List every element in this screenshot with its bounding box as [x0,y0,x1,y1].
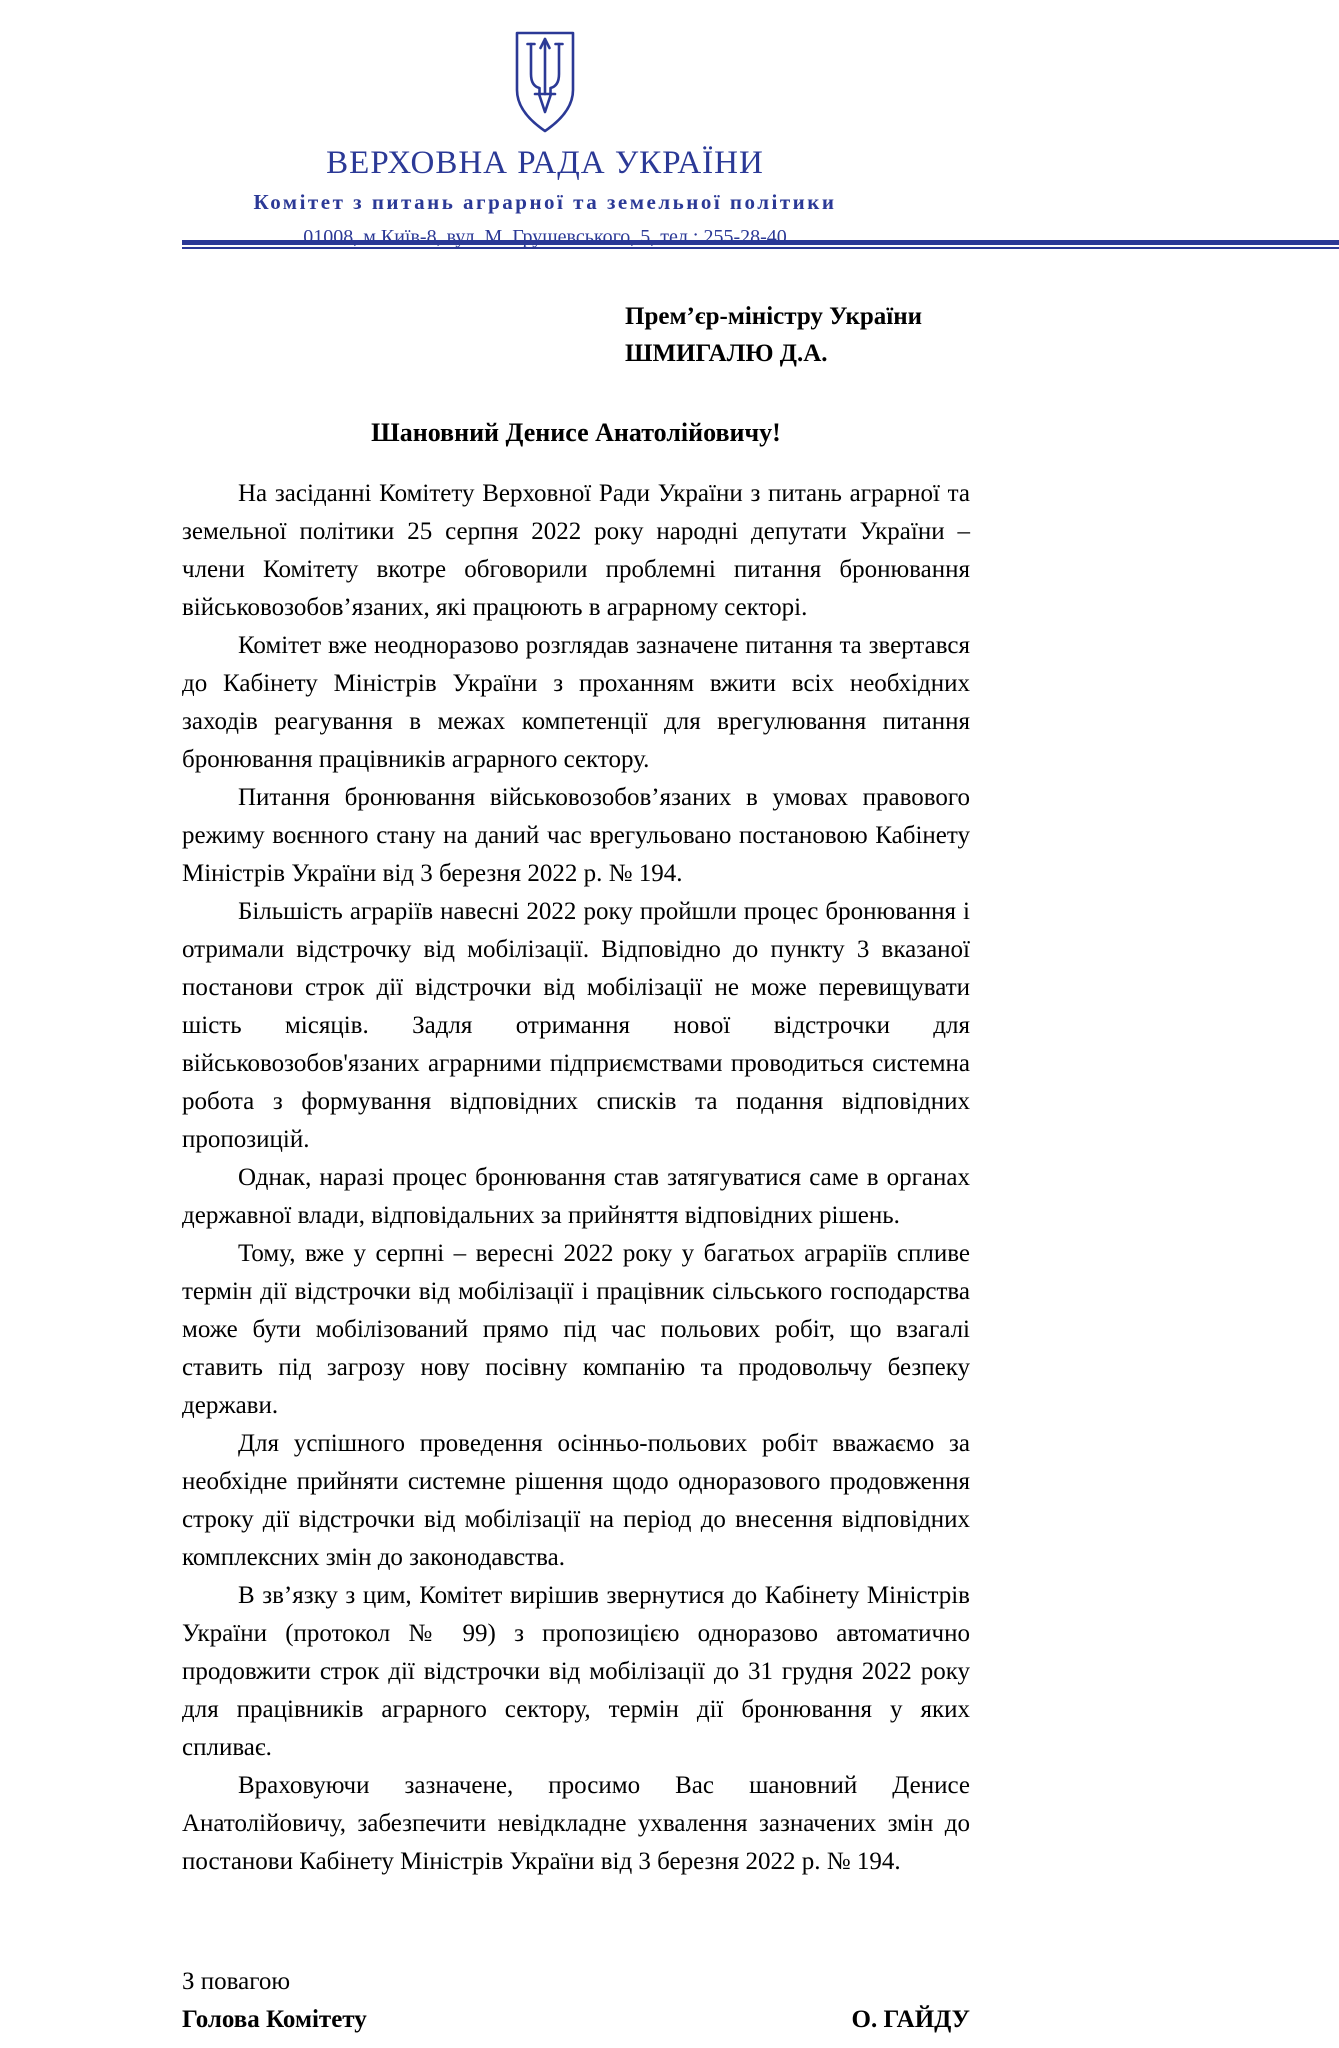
recipient-name: ШМИГАЛЮ Д.А. [625,340,828,367]
body-paragraph: На засіданні Комітету Верховної Ради України з питань аграрної та земельної політики 25 серпня 2022 року народні депутати України – члени Комітету вкотре обговорили проблемні питання бронювання військовозобов’язаних, які працюють в аграрному секторі. [182,480,970,621]
recipient-position: Прем’єр-міністру України [625,303,923,330]
org-name: ВЕРХОВНА РАДА УКРАЇНИ [326,145,764,181]
signature-row [182,2001,970,2039]
signer-name: О. ГАЙДУ [851,2006,970,2033]
body-paragraph: В зв’язку з цим, Комітет вирішив звернутися до Кабінету Міністрів України (протокол № 99) з пропозицією одноразово автоматично продовжити строк дії відстрочки від мобілізації до 31 грудня 2022 року для працівників аграрного сектору, термін дії бронювання у яких спливає. [182,1582,970,1761]
org-address: 01008, м.Київ-8, вул. М. Грушевського, 5, тел.: 255-28-40 [303,226,787,248]
signer-title: Голова Комітету [182,2006,367,2033]
recipient-block [625,298,970,372]
letter-body [182,475,970,1881]
letter-content [182,248,970,2039]
body-paragraph: Більшість аграріїв навесні 2022 року пройшли процес бронювання і отримали відстрочку від мобілізації. Відповідно до пункту 3 вказаної постанови строк дії відстрочки від мобілізації не може перевищувати шість місяців. Задля отримання нової відстрочки для військовозобов'язаних аграрними підприємствами проводиться системна робота з формування відповідних списків та подання відповідних пропозицій. [182,898,970,1153]
body-paragraph: Питання бронювання військовозобов’язаних в умовах правового режиму воєнного стану на даний час врегульовано постановою Кабінету Міністрів України від 3 березня 2022 р. № 194. [182,784,970,887]
committee-name: Комітет з питань аграрної та земельної політики [253,190,837,214]
salutation: Шановний Денисе Анатолійовичу! [371,418,781,447]
body-paragraph: Комітет вже неодноразово розглядав зазначене питання та звертався до Кабінету Міністрів України з проханням вжити всіх необхідних заходів реагування в межах компетенції для врегулювання питання бронювання працівників аграрного сектору. [182,632,970,773]
body-paragraph: Тому, вже у серпні – вересні 2022 року у багатьох аграріїв спливе термін дії відстрочки від мобілізації і працівник сільського господарства може бути мобілізований прямо під час польових робіт, що взагалі ставить під загрозу нову посівну компанію та продовольчу безпеку держави. [182,1240,970,1419]
body-paragraph: Для успішного проведення осінньо-польових робіт вважаємо за необхідне прийняти системне рішення щодо одноразового продовження строку дії відстрочки від мобілізації на період до внесення відповідних комплексних змін до законодавства. [182,1430,970,1571]
body-paragraph: Однак, наразі процес бронювання став затягуватися саме в органах державної влади, відповідальних за прийняття відповідних рішень. [182,1164,970,1229]
letterhead [150,30,940,249]
body-paragraph: Враховуючи зазначене, просимо Вас шановний Денисе Анатолійовичу, забезпечити невідкладне ухвалення зазначених змін до постанови Кабінету Міністрів України від 3 березня 2022 р. № 194. [182,1772,970,1875]
closing-phrase: З повагою [182,1968,291,1995]
ukraine-trident-emblem-icon [512,30,578,134]
